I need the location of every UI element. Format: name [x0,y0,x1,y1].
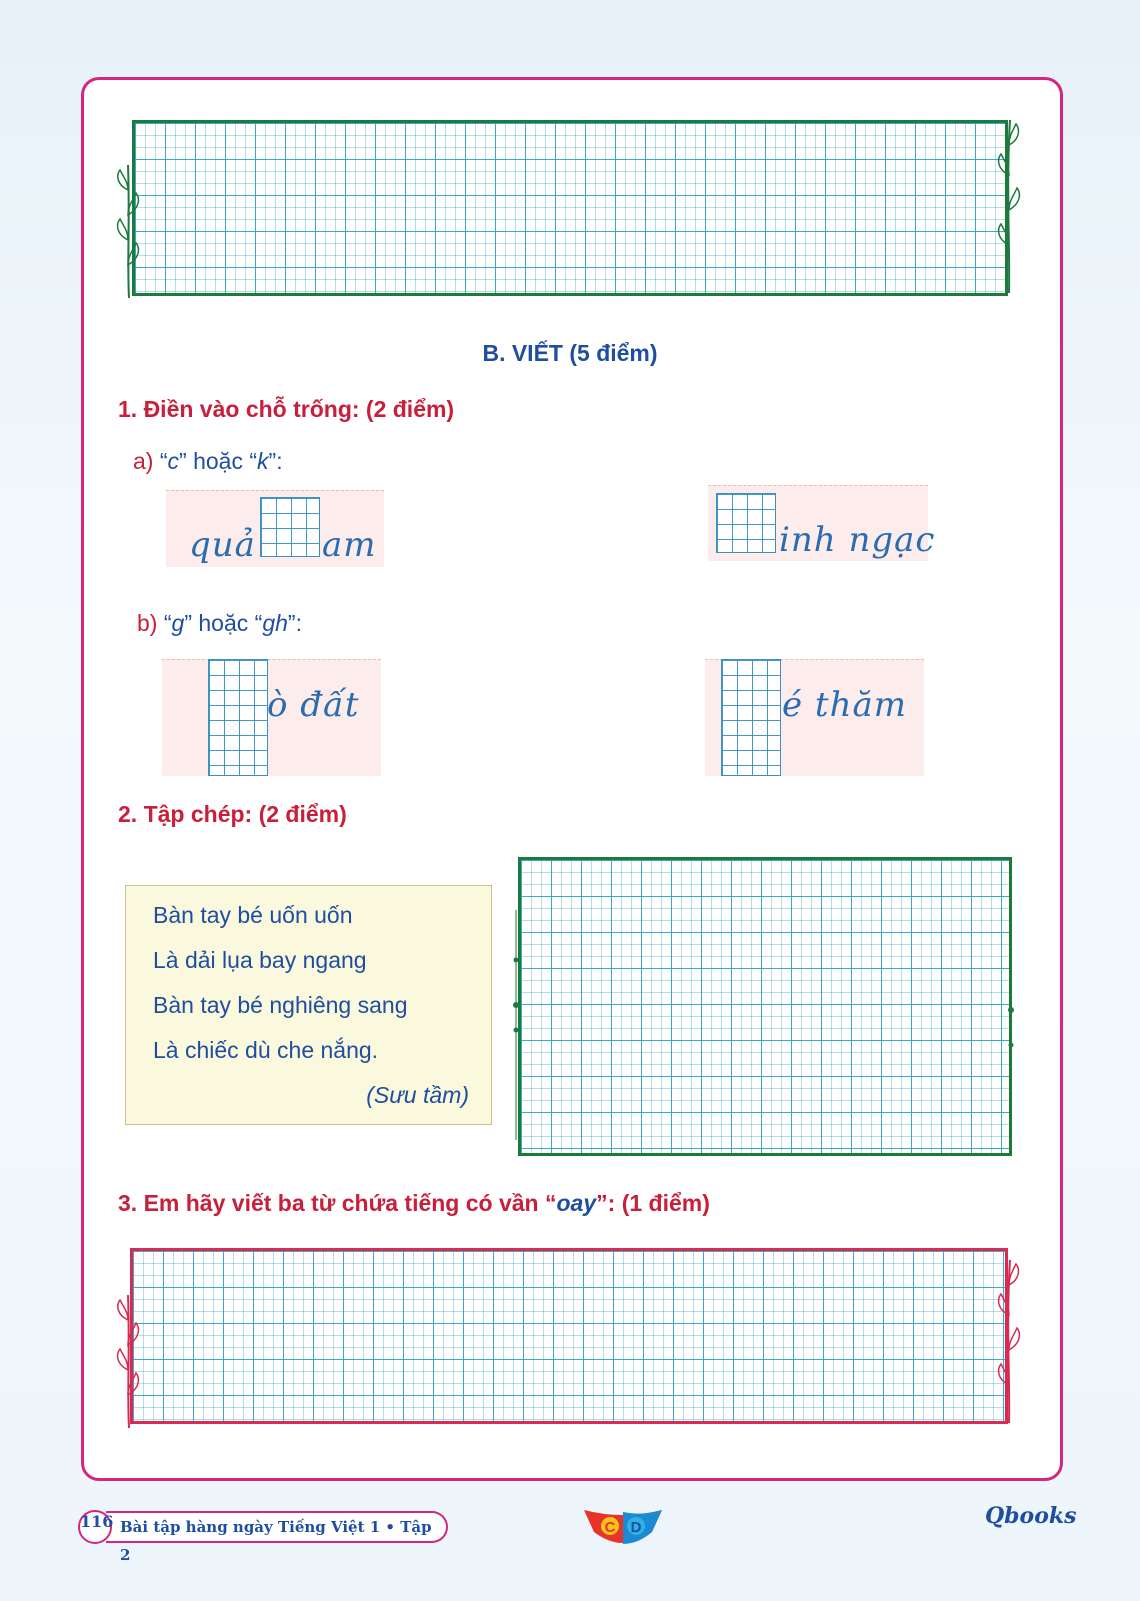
poem-source: (Sưu tầm) [366,1082,469,1108]
writing-grid-top[interactable] [132,120,1008,296]
rhyme-word: oay [556,1190,597,1216]
question-1a-instruction: a) “c” hoặc “k”: [133,448,283,474]
connector-word: hoặc [198,610,249,636]
question-1-title: 1. Điền vào chỗ trống: (2 điểm) [118,396,455,422]
leaf-decoration-icon [992,115,1026,295]
poem-line: Bàn tay bé nghiêng sang [153,992,408,1018]
page-number: 116 [78,1510,112,1544]
leaf-decoration-icon [112,1290,146,1430]
poem-line: Là dải lụa bay ngang [153,947,367,973]
fill-in-blank[interactable] [716,493,776,553]
logo-letter-c: C [604,1519,616,1536]
leaf-decoration-icon [112,160,146,300]
word-fragment: inh ngạc [779,520,936,560]
section-heading: B. VIẾT (5 điểm) [482,340,658,366]
fill-in-blank[interactable] [721,659,781,776]
word-fragment: é thăm [782,685,907,725]
fill-in-blank[interactable] [208,659,268,776]
connector-word: hoặc [193,448,243,474]
cd-logo-icon [582,1506,664,1548]
item-label: a) [133,448,154,474]
poem-line: Là chiếc dù che nắng. [153,1037,379,1063]
leaf-decoration-icon [992,1255,1026,1425]
writing-grid-bottom[interactable] [130,1248,1008,1424]
word-fragment: ò đất [267,685,360,725]
option-letter: g [171,610,185,636]
question-1b-instruction: b) “g” hoặc “gh”: [137,610,302,636]
question-2-title: 2. Tập chép: (2 điểm) [118,801,347,827]
question-3-title: 3. Em hãy viết ba từ chứa tiếng có vần “oay”: (1 điểm) [118,1190,710,1216]
logo-letter-d: D [630,1519,642,1536]
publisher-logo: Qbooks [985,1503,1077,1529]
poem-line: Bàn tay bé uốn uốn [153,902,353,928]
option-letter: gh [262,610,288,636]
poem-card [125,885,492,1125]
word-fragment: am [322,525,377,565]
book-title: Bài tập hàng ngày Tiếng Việt 1 • Tập 2 [106,1511,448,1543]
option-letter: c [167,448,180,474]
option-letter: k [257,448,269,474]
leaf-decoration-icon [1003,915,1019,1125]
leaf-decoration-icon [508,910,524,1140]
word-fragment: quả [189,525,256,565]
fill-in-blank[interactable] [260,497,320,557]
item-label: b) [137,610,158,636]
copy-writing-grid[interactable] [518,857,1012,1156]
